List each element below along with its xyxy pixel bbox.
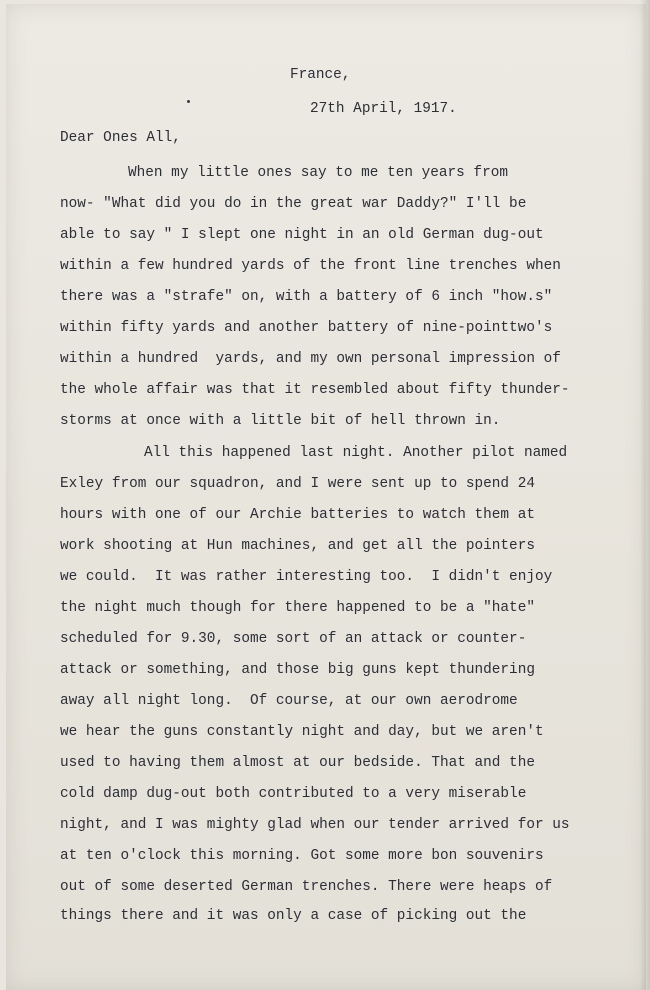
body-line-7: within a hundred yards, and my own personal impression of [60,351,561,367]
body-line-25: things there and it was only a case of picking out the [60,908,527,924]
body-line-19: we hear the guns constantly night and day, but we aren't [60,724,544,740]
body-line-20: used to having them almost at our bedside. That and the [60,755,535,771]
body-line-14: we could. It was rather interesting too. I didn't enjoy [60,569,553,585]
body-line-13: work shooting at Hun machines, and get all the pointers [60,538,535,554]
letter-page [6,4,646,990]
body-line-16: scheduled for 9.30, some sort of an attack or counter- [60,631,527,647]
body-line-21: cold damp dug-out both contributed to a very miserable [60,786,527,802]
body-line-2: now- "What did you do in the great war Daddy?" I'll be [60,196,527,212]
body-line-17: attack or something, and those big guns kept thundering [60,662,535,678]
body-line-18: away all night long. Of course, at our own aerodrome [60,693,518,709]
body-line-10: All this happened last night. Another pilot named [144,445,568,461]
body-line-8: the whole affair was that it resembled about fifty thunder- [60,382,570,398]
body-line-3: able to say " I slept one night in an old German dug-out [60,227,544,243]
body-line-15: the night much though for there happened to be a "hate" [60,600,535,616]
letter-place: France, [290,67,351,83]
letter-greeting: Dear Ones All, [60,130,181,146]
body-line-5: there was a "strafe" on, with a battery of 6 inch "how.s" [60,289,553,305]
body-line-4: within a few hundred yards of the front line trenches when [60,258,561,274]
body-line-6: within fifty yards and another battery of nine-pointtwo's [60,320,553,336]
body-line-12: hours with one of our Archie batteries to watch them at [60,507,535,523]
letter-date: 27th April, 1917. [310,101,457,117]
page-edge-shadow [640,0,650,990]
body-line-22: night, and I was mighty glad when our tender arrived for us [60,817,570,833]
body-line-24: out of some deserted German trenches. There were heaps of [60,879,553,895]
body-line-11: Exley from our squadron, and I were sent up to spend 24 [60,476,535,492]
body-line-1: When my little ones say to me ten years from [128,165,508,181]
ink-dot [187,100,190,103]
body-line-9: storms at once with a little bit of hell thrown in. [60,413,501,429]
body-line-23: at ten o'clock this morning. Got some more bon souvenirs [60,848,544,864]
